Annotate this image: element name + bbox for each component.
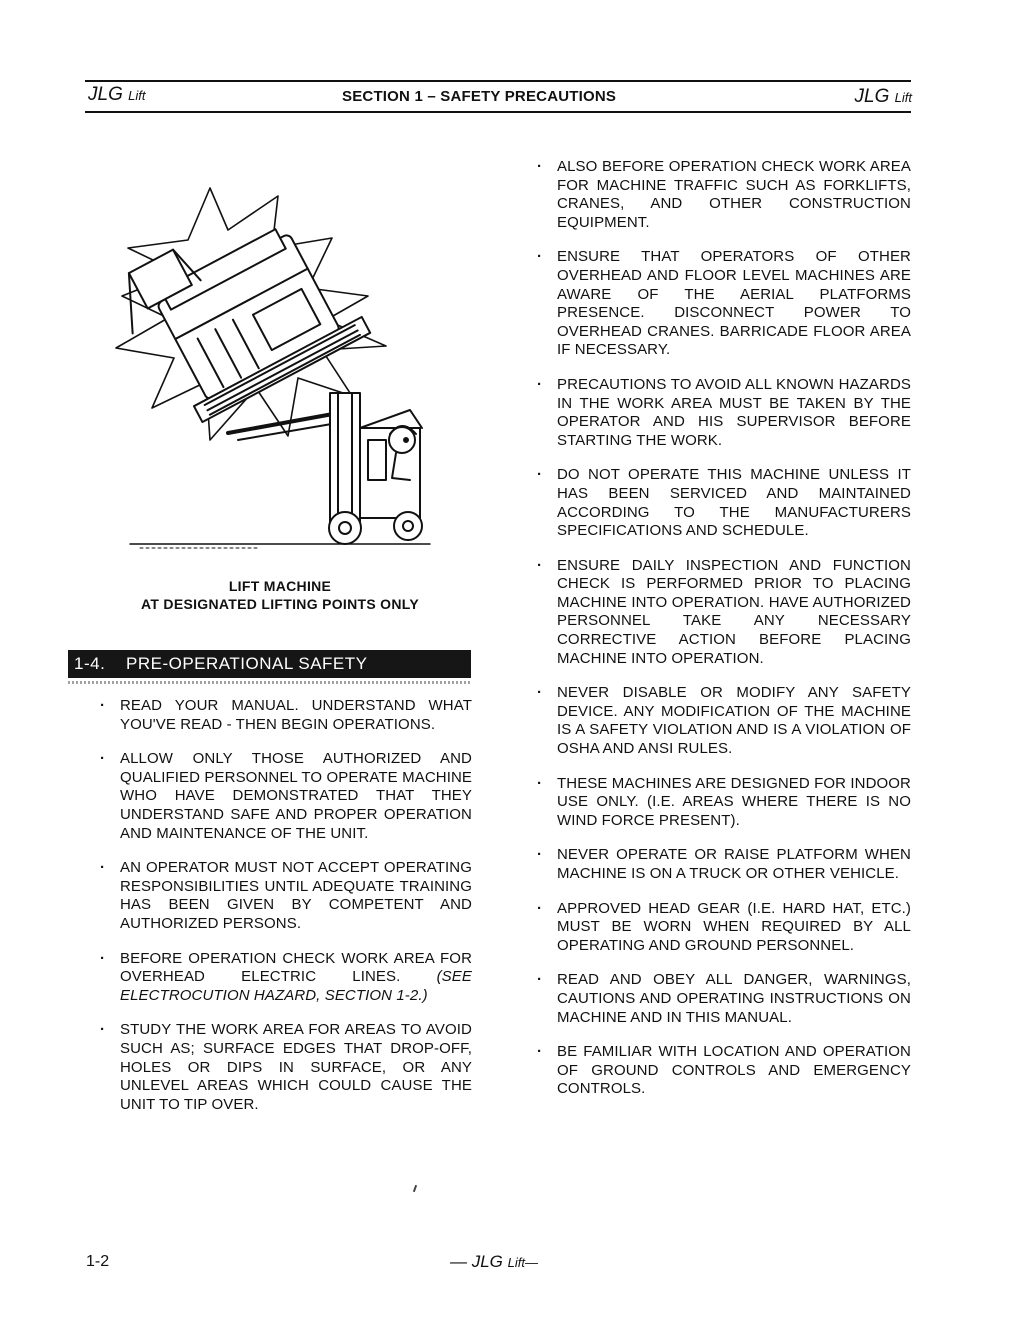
list-item: · ENSURE DAILY INSPECTION AND FUNCTION CHECK IS PERFORMED PRIOR TO PLACING MACHINE INTO OPERATION. HAVE AUTHORIZED PERSONNEL TAKE ANY NECESSARY CORRECTIVE ACTION BEFORE PLACING MACHINE INTO OPERATION.: [537, 556, 911, 667]
figure-caption-line-1: LIFT MACHINE: [228, 578, 332, 594]
page-number: 1-2: [86, 1253, 110, 1270]
list-item: · BEFORE OPERATION CHECK WORK AREA FOR OVERHEAD ELECTRIC LINES. (SEE ELECTROCUTION HAZARD, SECTION 1-2.): [100, 949, 472, 1004]
header-left-brand-suffix: Lift: [128, 88, 146, 103]
header-right-brand-name: JLG: [854, 86, 890, 107]
section-title: PRE-OPERATIONAL SAFETY: [126, 654, 368, 673]
footer-brand-suffix: Lift—: [507, 1255, 538, 1270]
cross-reference: (SEE ELECTROCUTION HAZARD, SECTION 1-2.): [120, 968, 472, 1004]
list-item: · READ AND OBEY ALL DANGER, WARNINGS, CAUTIONS AND OPERATING INSTRUCTIONS ON MACHINE AND IN THIS MANUAL.: [537, 971, 911, 1026]
header-left-brand-name: JLG: [88, 84, 123, 105]
list-item: · AN OPERATOR MUST NOT ACCEPT OPERATING RESPONSIBILITIES UNTIL ADEQUATE TRAINING HAS BEEN GIVEN BY COMPETENT AND AUTHORIZED PERSONS.: [100, 859, 472, 932]
header-right-brand-suffix: Lift: [894, 90, 912, 105]
list-item: · BE FAMILIAR WITH LOCATION AND OPERATION OF GROUND CONTROLS AND EMERGENCY CONTROLS.: [537, 1043, 911, 1098]
list-item: · THESE MACHINES ARE DESIGNED FOR INDOOR USE ONLY. (I.E. AREAS WHERE THERE IS NO WIND FORCE PRESENT).: [537, 774, 911, 829]
list-item: · DO NOT OPERATE THIS MACHINE UNLESS IT HAS BEEN SERVICED AND MAINTAINED ACCORDING TO THE MANUFACTURERS SPECIFICATIONS AND SCHEDULE.: [537, 466, 911, 540]
header-bottom-rule: [85, 111, 911, 113]
list-item: · NEVER OPERATE OR RAISE PLATFORM WHEN MACHINE IS ON A TRUCK OR OTHER VEHICLE.: [537, 846, 911, 882]
header-top-rule: [85, 80, 911, 82]
forklift-truck: [329, 393, 422, 544]
section-heading-bar: [68, 650, 471, 678]
left-bullet-list: [100, 697, 472, 1130]
header-section-title: SECTION 1 – SAFETY PRECAUTIONS: [342, 88, 617, 105]
section-underline-dots: [68, 681, 471, 684]
list-item: · NEVER DISABLE OR MODIFY ANY SAFETY DEVICE. ANY MODIFICATION OF THE MACHINE IS A SAFETY VIOLATION AND IS A VIOLATION OF OSHA AND ANSI RULES.: [537, 684, 911, 758]
list-item: · APPROVED HEAD GEAR (I.E. HARD HAT, ETC.) MUST BE WORN WHEN REQUIRED BY ALL OPERATING AND GROUND PERSONNEL.: [537, 899, 911, 954]
scan-speck: [413, 1185, 417, 1192]
list-item: · ENSURE THAT OPERATORS OF OTHER OVERHEAD AND FLOOR LEVEL MACHINES ARE AWARE OF THE AERIAL PLATFORMS PRESENCE. DISCONNECT POWER TO OVERHEAD CRANES. BARRICADE FLOOR AREA IF NECESSARY.: [537, 248, 911, 359]
header-left-brand: [88, 84, 145, 106]
list-item: · ALSO BEFORE OPERATION CHECK WORK AREA FOR MACHINE TRAFFIC SUCH AS FORKLIFTS, CRANES, AND OTHER CONSTRUCTION EQUIPMENT.: [537, 158, 911, 231]
list-item: · PRECAUTIONS TO AVOID ALL KNOWN HAZARDS IN THE WORK AREA MUST BE TAKEN BY THE OPERATOR AND HIS SUPERVISOR BEFORE STARTING THE WORK.: [537, 375, 911, 449]
figure-caption-line-2: AT DESIGNATED LIFTING POINTS ONLY: [141, 596, 419, 612]
right-bullet-list: [537, 158, 911, 1115]
list-item: · STUDY THE WORK AREA FOR AREAS TO AVOID SUCH AS; SURFACE EDGES THAT DROP-OFF, HOLES OR DIPS IN SURFACE, OR ANY UNLEVEL AREAS WHICH COULD CAUSE THE UNIT TO TIP OVER.: [100, 1021, 472, 1113]
section-number: 1-4.: [74, 654, 106, 673]
footer-brand-name: — JLG: [450, 1252, 503, 1271]
forklift-lifting-illustration: [110, 178, 450, 558]
header-right-brand: [855, 86, 912, 108]
list-item: · ALLOW ONLY THOSE AUTHORIZED AND QUALIFIED PERSONNEL TO OPERATE MACHINE WHO HAVE DEMONSTRATED THAT THEY UNDERSTAND SAFE AND PROPER OPERATION AND MAINTENANCE OF THE UNIT.: [100, 750, 472, 842]
footer-brand: [450, 1252, 538, 1272]
list-item: · READ YOUR MANUAL. UNDERSTAND WHAT YOU'VE READ - THEN BEGIN OPERATIONS.: [100, 697, 472, 733]
